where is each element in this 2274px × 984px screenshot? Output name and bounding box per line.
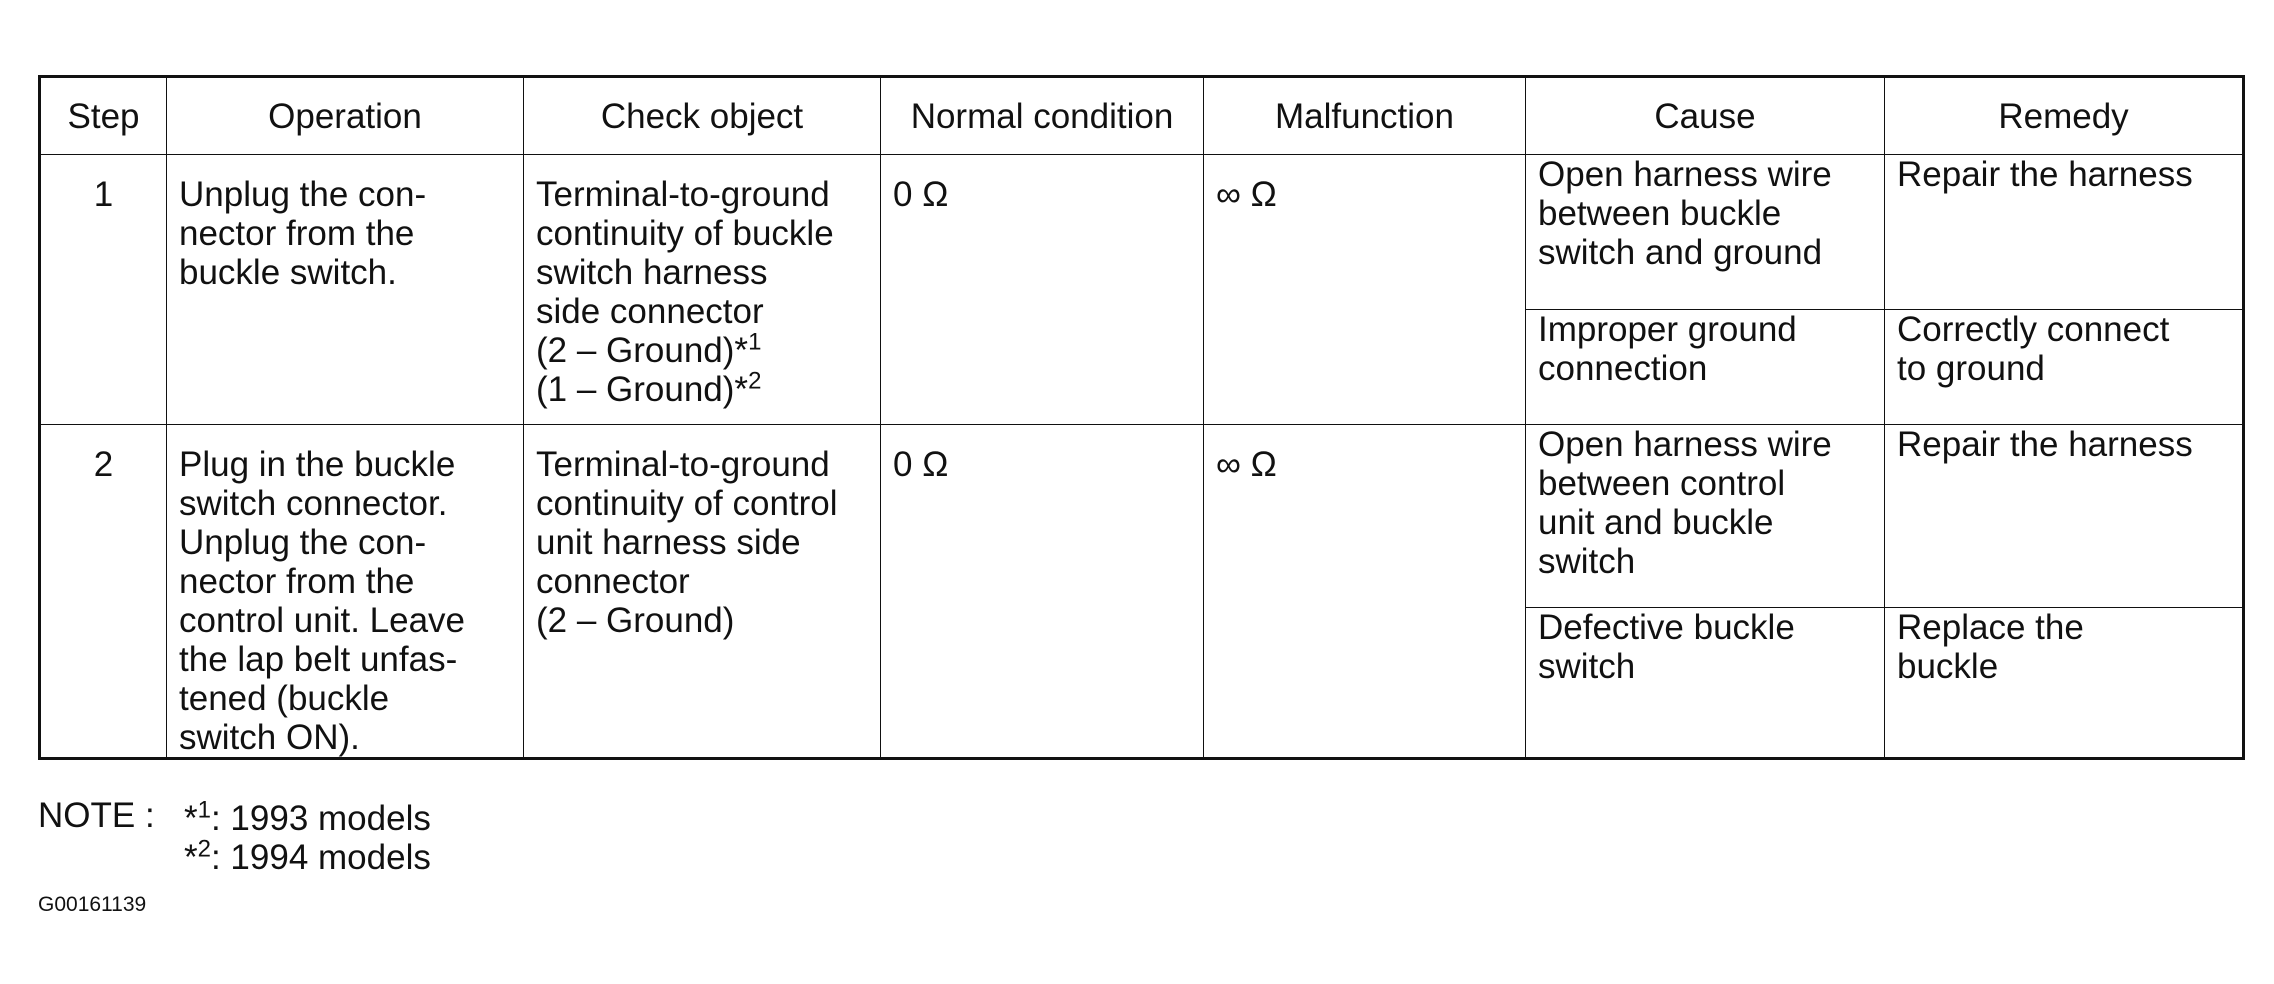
normal-condition-cell: 0 Ω xyxy=(881,155,1204,425)
header-normal-condition: Normal condition xyxy=(881,77,1204,155)
malfunction-cell: ∞ Ω xyxy=(1204,155,1526,425)
figure-code: G00161139 xyxy=(38,893,147,916)
remedy-cell: Repair the harness xyxy=(1885,425,2244,608)
header-cause: Cause xyxy=(1526,77,1885,155)
operation-cell: Plug in the buckle switch connector. Unplug the con- nector from the control unit. Leave the lap belt unfas- tened (buckle switch ON). xyxy=(167,425,524,759)
malfunction-cell: ∞ Ω xyxy=(1204,425,1526,759)
header-step: Step xyxy=(40,77,167,155)
table-row xyxy=(40,155,2244,310)
cause-cell: Improper ground connection xyxy=(1526,310,1885,425)
remedy-cell: Correctly connect to ground xyxy=(1885,310,2244,425)
cause-cell: Open harness wire between control unit and buckle switch xyxy=(1526,425,1885,608)
cause-cell: Defective buckle switch xyxy=(1526,608,1885,759)
step-number: 2 xyxy=(40,425,167,759)
note-item: *$^2$: 1994 models xyxy=(184,835,431,877)
check-object-cell: Terminal-to-ground continuity of buckle switch harness side connector (2 – Ground)*$^1$ (1 – Ground)*$^2$ xyxy=(524,155,881,425)
normal-condition-cell: 0 Ω xyxy=(881,425,1204,759)
table-row xyxy=(40,425,2244,608)
diagnosis-table xyxy=(38,75,2245,760)
header-remedy: Remedy xyxy=(1885,77,2244,155)
operation-cell: Unplug the con- nector from the buckle switch. xyxy=(167,155,524,425)
check-object-cell: Terminal-to-ground continuity of control unit harness side connector (2 – Ground) xyxy=(524,425,881,759)
check-object-line-2: (1 – Ground)*$^2$ xyxy=(536,367,762,409)
header-check-object: Check object xyxy=(524,77,881,155)
note-items xyxy=(184,796,431,877)
step-number: 1 xyxy=(40,155,167,425)
note-item: *$^1$: 1993 models xyxy=(184,796,431,838)
remedy-cell: Replace the buckle xyxy=(1885,608,2244,759)
check-object-line-1: (2 – Ground)*$^1$ xyxy=(536,328,762,370)
header-operation: Operation xyxy=(167,77,524,155)
note-label: NOTE : xyxy=(38,796,155,835)
cause-cell: Open harness wire between buckle switch and ground xyxy=(1526,155,1885,310)
header-row xyxy=(40,77,2244,155)
remedy-cell: Repair the harness xyxy=(1885,155,2244,310)
header-malfunction: Malfunction xyxy=(1204,77,1526,155)
